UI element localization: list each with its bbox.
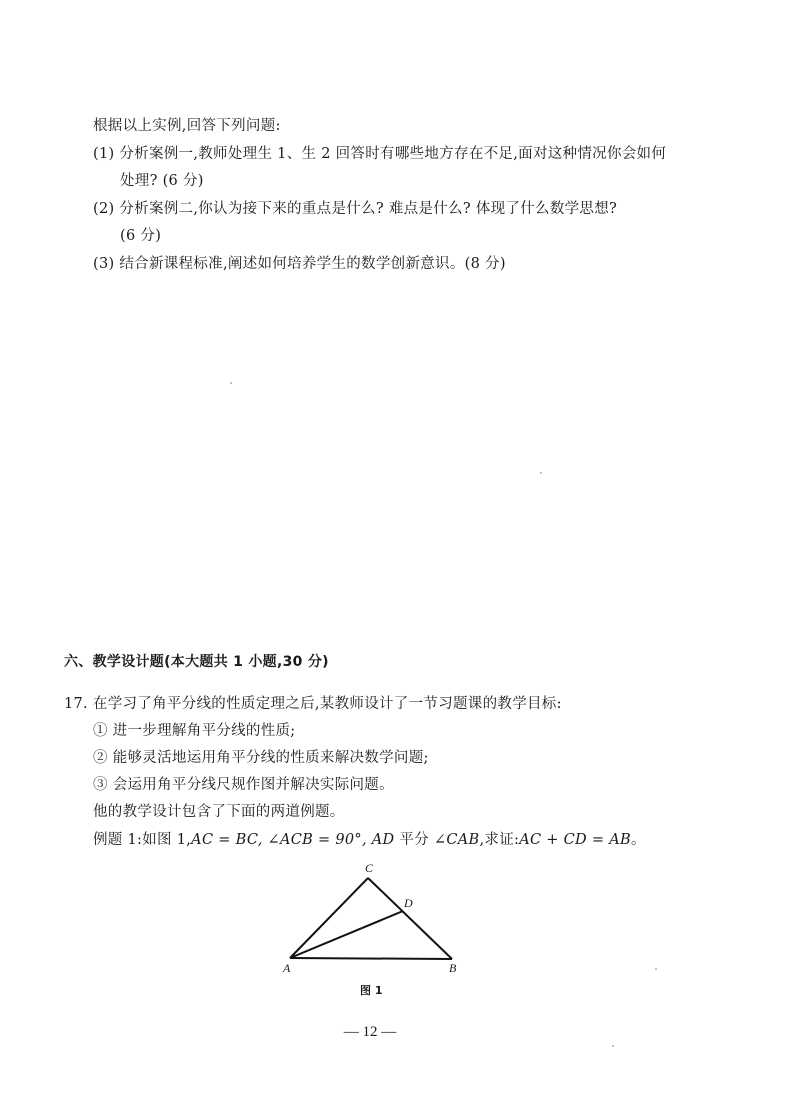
section-heading: 六、教学设计题(本大题共 1 小题,30 分) [64, 654, 329, 670]
scan-speck [612, 1045, 614, 1047]
example-1-mid: 平分 [394, 832, 434, 848]
example-1-math2: ∠CAB [433, 832, 480, 848]
question-1-line1: (1) 分析案例一,教师处理生 1、生 2 回答时有哪些地方存在不足,面对这种情况你会如何 [93, 146, 667, 162]
scan-speck [540, 472, 542, 474]
goal-3: ③ 会运用角平分线尺规作图并解决实际问题。 [93, 777, 394, 793]
question-3-line1: (3) 结合新课程标准,阐述如何培养学生的数学创新意识。(8 分) [93, 256, 506, 272]
segment-ab [290, 958, 452, 959]
problem-intro-text: 在学习了角平分线的性质定理之后,某教师设计了一节习题课的教学目标: [92, 696, 562, 712]
vertex-label-d: D [404, 896, 413, 910]
example-1-mid2: ,求证: [479, 832, 520, 848]
goal-2: ② 能够灵活地运用角平分线的性质来解决数学问题; [93, 750, 429, 766]
page-number: — 12 — [343, 1024, 397, 1040]
design-note: 他的教学设计包含了下面的两道例题。 [93, 804, 345, 820]
question-2-line1: (2) 分析案例二,你认为接下来的重点是什么? 难点是什么? 体现了什么数学思想? [93, 201, 618, 217]
example-1-end: 。 [630, 832, 646, 848]
example-1-prefix: 例题 1:如图 1, [93, 832, 192, 848]
segment-ac [290, 878, 368, 958]
example-1-math3: AC + CD = AB [519, 832, 631, 848]
figure-caption: 图 1 [360, 984, 383, 997]
question-1-line2: 处理? (6 分) [120, 173, 204, 189]
questions-intro: 根据以上实例,回答下列问题: [93, 118, 281, 134]
segment-ad [290, 911, 403, 958]
vertex-label-a: A [283, 961, 291, 975]
vertex-label-c: C [365, 861, 374, 875]
problem-intro [64, 694, 562, 714]
segment-cb [368, 878, 452, 959]
example-1-math: AC = BC, ∠ACB = 90°, AD [191, 832, 395, 848]
goal-1: ① 进一步理解角平分线的性质; [93, 723, 296, 739]
vertex-label-b: B [449, 961, 457, 975]
problem-number: 17. [64, 696, 88, 712]
scan-speck [230, 382, 232, 384]
question-2-line2: (6 分) [120, 228, 162, 244]
example-1 [93, 830, 646, 850]
triangle-figure [280, 858, 480, 998]
scan-speck [655, 968, 657, 970]
